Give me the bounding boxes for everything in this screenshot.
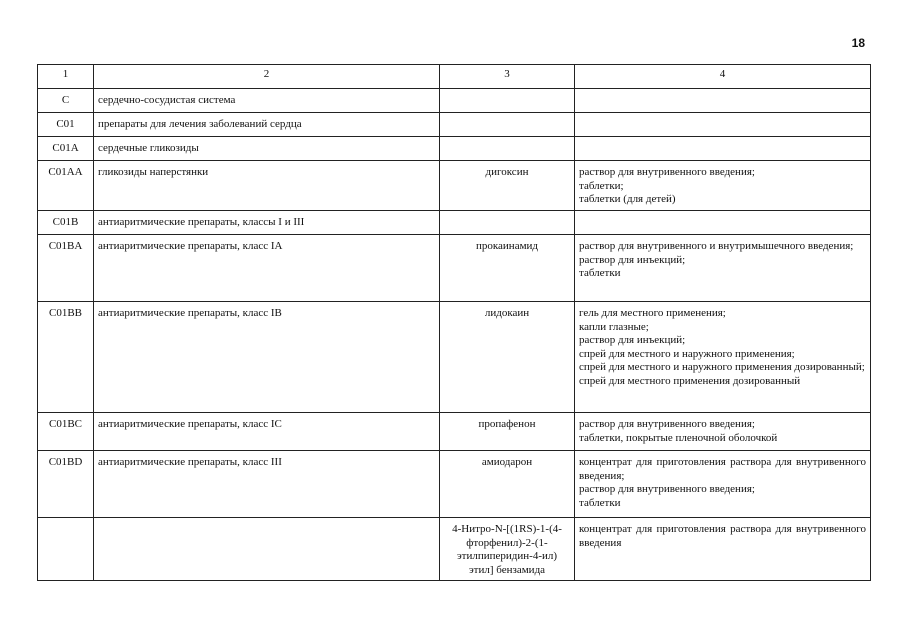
cell-atc-code: C — [38, 89, 94, 113]
dosage-form-line: раствор для внутривенного и внутримышечного введения; — [579, 240, 854, 252]
cell-dosage-forms — [575, 302, 871, 413]
cell-group-name — [94, 518, 440, 581]
cell-drug-name: 4-Нитро-N-[(1RS)-1-(4-фторфенил)-2-(1-этилпиперидин-4-ил) этил] бензамида — [440, 518, 575, 581]
dosage-form-line: гель для местного применения; — [579, 307, 726, 319]
cell-atc-code: C01BB — [38, 302, 94, 413]
dosage-form-line: раствор для внутривенного введения; — [579, 166, 755, 178]
table-row — [38, 89, 871, 113]
cell-drug-name — [440, 113, 575, 137]
cell-group-name: гликозиды наперстянки — [94, 161, 440, 211]
cell-dosage-forms — [575, 161, 871, 211]
table-row — [38, 113, 871, 137]
atc-drug-table — [37, 64, 871, 581]
dosage-form-line: таблетки (для детей) — [579, 193, 676, 205]
cell-group-name: препараты для лечения заболеваний сердца — [94, 113, 440, 137]
table-row — [38, 235, 871, 302]
header-cell-forms: 4 — [575, 65, 871, 89]
dosage-form-line: концентрат для приготовления раствора для внутривенного введения — [579, 523, 866, 549]
cell-group-name: антиаритмические препараты, класс III — [94, 451, 440, 518]
dosage-form-line: спрей для местного и наружного применения дозированный; — [579, 361, 865, 373]
table-row — [38, 211, 871, 235]
cell-dosage-forms — [575, 89, 871, 113]
dosage-form-line: раствор для инъекций; — [579, 253, 686, 266]
table-row — [38, 451, 871, 518]
cell-drug-name — [440, 89, 575, 113]
dosage-form-line: концентрат для приготовления раствора для внутривенного введения; — [579, 456, 866, 482]
cell-group-name: антиаритмические препараты, класс IA — [94, 235, 440, 302]
table-row — [38, 302, 871, 413]
table-row — [38, 161, 871, 211]
cell-drug-name — [440, 137, 575, 161]
dosage-form-line: таблетки — [579, 267, 621, 279]
cell-dosage-forms — [575, 413, 871, 451]
cell-atc-code: C01A — [38, 137, 94, 161]
cell-group-name: антиаритмические препараты, классы I и III — [94, 211, 440, 235]
cell-dosage-forms — [575, 518, 871, 581]
dosage-form-line: таблетки, покрытые пленочной оболочкой — [579, 431, 778, 444]
dosage-form-line: таблетки — [579, 496, 621, 509]
cell-atc-code: C01 — [38, 113, 94, 137]
cell-dosage-forms — [575, 137, 871, 161]
dosage-form-line: таблетки; — [579, 179, 624, 192]
cell-group-name: антиаритмические препараты, класс IB — [94, 302, 440, 413]
header-cell-code: 1 — [38, 65, 94, 89]
header-cell-drug: 3 — [440, 65, 575, 89]
cell-drug-name: амиодарон — [440, 451, 575, 518]
dosage-form-line: спрей для местного применения дозированный — [579, 374, 801, 387]
header-cell-name: 2 — [94, 65, 440, 89]
cell-atc-code: C01BA — [38, 235, 94, 302]
table-row — [38, 518, 871, 581]
dosage-form-line: раствор для инъекций; — [579, 334, 686, 346]
cell-atc-code — [38, 518, 94, 581]
cell-dosage-forms — [575, 113, 871, 137]
cell-drug-name — [440, 211, 575, 235]
page-number: 18 — [851, 36, 865, 50]
table-row — [38, 413, 871, 451]
cell-dosage-forms — [575, 211, 871, 235]
cell-drug-name: дигоксин — [440, 161, 575, 211]
cell-group-name: сердечно-сосудистая система — [94, 89, 440, 113]
cell-atc-code: C01BD — [38, 451, 94, 518]
dosage-form-line: раствор для внутривенного введения; — [579, 418, 755, 430]
cell-atc-code: C01AA — [38, 161, 94, 211]
dosage-form-line: раствор для внутривенного введения; — [579, 483, 755, 495]
cell-dosage-forms — [575, 451, 871, 518]
table-header-row — [38, 65, 871, 89]
cell-atc-code: C01BC — [38, 413, 94, 451]
dosage-form-line: капли глазные; — [579, 320, 649, 333]
dosage-form-line: спрей для местного и наружного применения; — [579, 347, 795, 360]
cell-group-name: сердечные гликозиды — [94, 137, 440, 161]
cell-group-name: антиаритмические препараты, класс IC — [94, 413, 440, 451]
cell-atc-code: C01B — [38, 211, 94, 235]
cell-drug-name: лидокаин — [440, 302, 575, 413]
cell-drug-name: прокаинамид — [440, 235, 575, 302]
cell-dosage-forms — [575, 235, 871, 302]
cell-drug-name: пропафенон — [440, 413, 575, 451]
table-row — [38, 137, 871, 161]
